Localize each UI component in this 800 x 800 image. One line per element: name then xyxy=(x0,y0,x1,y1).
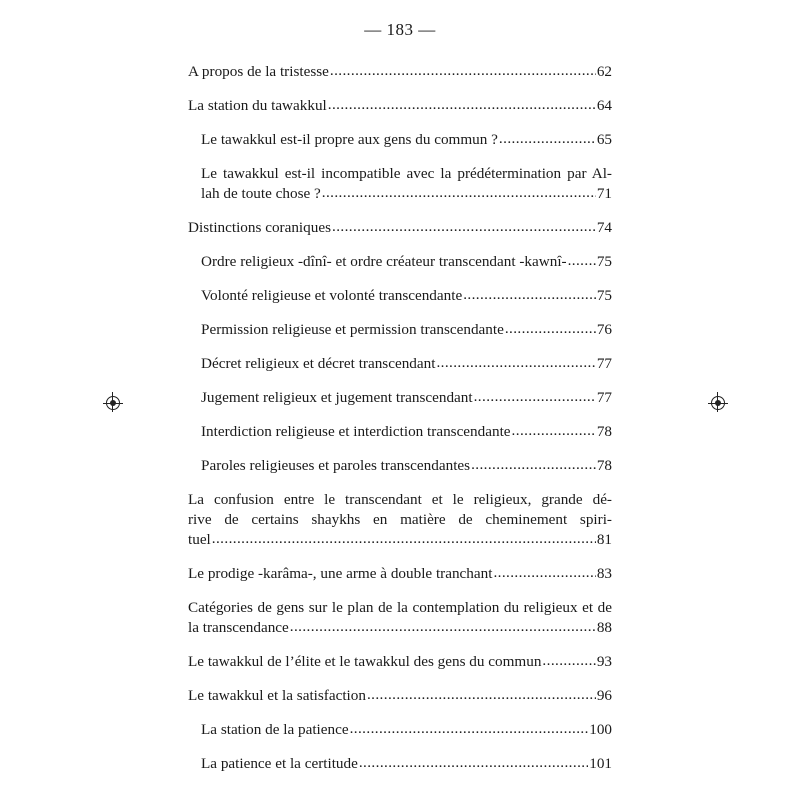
toc-entry xyxy=(188,62,612,82)
toc-entry-title: Le tawakkul de l’élite et le tawakkul des gens du commun xyxy=(188,653,542,670)
dot-leader xyxy=(330,61,596,81)
dot-leader xyxy=(332,217,596,237)
toc-entry xyxy=(188,490,612,550)
toc-entry-row xyxy=(201,130,612,150)
toc-entry-page-number: 81 xyxy=(596,531,612,548)
toc-entry-title-line: rive de certains shaykhs en matière de cheminement spiri- xyxy=(188,511,612,528)
toc-entry-title: Le tawakkul et la satisfaction xyxy=(188,687,366,704)
dot-leader xyxy=(471,455,596,475)
toc-entry-page-number: 78 xyxy=(596,423,612,440)
toc-entry-title: A propos de la tristesse xyxy=(188,63,329,80)
toc-entry-row xyxy=(188,218,612,238)
toc-entry-title: Volonté religieuse et volonté transcendante xyxy=(201,287,463,304)
toc-entry-page-number: 83 xyxy=(596,565,612,582)
toc-entry-title: La station du tawakkul xyxy=(188,97,327,114)
toc-entry-page-number: 100 xyxy=(589,721,612,738)
toc-entry xyxy=(188,686,612,706)
dot-leader xyxy=(436,353,595,373)
toc-entry-title: Le prodige -karâma-, une arme à double tranchant xyxy=(188,565,493,582)
toc-entry-row xyxy=(201,422,612,442)
toc-entry-page-number: 77 xyxy=(596,355,612,372)
toc-entry-title: Permission religieuse et permission transcendante xyxy=(201,321,504,338)
toc-entry-title: tuel xyxy=(188,531,211,548)
toc-entry xyxy=(188,720,612,740)
toc-entry xyxy=(188,320,612,340)
toc-entry xyxy=(188,652,612,672)
toc-entry-page-number: 71 xyxy=(596,185,612,202)
toc-entry xyxy=(188,598,612,638)
toc-entry-row xyxy=(188,652,612,672)
toc-entry-page-number: 62 xyxy=(596,63,612,80)
toc-entry-page-number: 101 xyxy=(589,755,612,772)
toc-entry xyxy=(188,388,612,408)
toc-entry-title: Ordre religieux -dînî- et ordre créateur transcendant -kawnî- xyxy=(201,253,567,270)
toc-entry-title-line: Catégories de gens sur le plan de la contemplation du religieux et de xyxy=(188,599,612,616)
registration-mark-left-icon xyxy=(106,396,120,410)
toc-entry-row xyxy=(201,354,612,374)
toc-entry-title: Le tawakkul est-il propre aux gens du commun ? xyxy=(201,131,498,148)
toc-entry-row xyxy=(188,686,612,706)
toc-entry-title: la transcendance xyxy=(188,619,289,636)
toc-entry xyxy=(188,456,612,476)
toc-entry-title: Décret religieux et décret transcendant xyxy=(201,355,436,372)
dot-leader xyxy=(493,563,595,583)
toc-entry-title: La patience et la certitude xyxy=(201,755,358,772)
toc-entry-page-number: 74 xyxy=(596,219,612,236)
toc-entry-row xyxy=(201,184,612,204)
toc-entry-title-line: Le tawakkul est-il incompatible avec la prédétermination par Al- xyxy=(201,165,612,182)
toc-entry-row xyxy=(201,388,612,408)
dot-leader xyxy=(512,421,596,441)
toc-entry-title: Interdiction religieuse et interdiction transcendante xyxy=(201,423,511,440)
toc-entry xyxy=(188,354,612,374)
toc-entry-title: Jugement religieux et jugement transcendant xyxy=(201,389,473,406)
toc-entry-row xyxy=(201,456,612,476)
toc-entry-row xyxy=(188,62,612,82)
toc-entry xyxy=(188,564,612,584)
toc-entry xyxy=(188,286,612,306)
toc-entry-page-number: 65 xyxy=(596,131,612,148)
toc-entry xyxy=(188,754,612,774)
toc-entry xyxy=(188,130,612,150)
dot-leader xyxy=(359,753,588,773)
toc-entry xyxy=(188,164,612,204)
toc-entry-row xyxy=(201,720,612,740)
dot-leader xyxy=(290,617,596,637)
toc-entry-title-line: La confusion entre le transcendant et le religieux, grande dé- xyxy=(188,491,612,508)
toc-entry-page-number: 78 xyxy=(596,457,612,474)
toc-entry-row xyxy=(188,618,612,638)
toc-entry-row xyxy=(188,530,612,550)
dot-leader xyxy=(499,129,596,149)
toc-entry-title: La station de la patience xyxy=(201,721,349,738)
toc-entry-row xyxy=(201,252,612,272)
toc-entry xyxy=(188,252,612,272)
toc-entry-page-number: 96 xyxy=(596,687,612,704)
toc-entry-page-number: 93 xyxy=(596,653,612,670)
toc-entry-page-number: 75 xyxy=(596,253,612,270)
toc-entry-title: lah de toute chose ? xyxy=(201,185,321,202)
toc-entry-title: Paroles religieuses et paroles transcendantes xyxy=(201,457,471,474)
table-of-contents xyxy=(188,62,612,788)
dot-leader xyxy=(367,685,596,705)
dot-leader xyxy=(474,387,596,407)
toc-entry-page-number: 88 xyxy=(596,619,612,636)
toc-entry-row xyxy=(188,564,612,584)
dot-leader xyxy=(328,95,596,115)
toc-entry xyxy=(188,422,612,442)
toc-entry-page-number: 64 xyxy=(596,97,612,114)
dot-leader xyxy=(505,319,596,339)
dot-leader xyxy=(212,529,596,549)
registration-mark-right-icon xyxy=(711,396,725,410)
dot-leader xyxy=(542,651,595,671)
dot-leader xyxy=(350,719,589,739)
page-number: — 183 — xyxy=(364,20,436,39)
toc-entry-page-number: 77 xyxy=(596,389,612,406)
toc-entry xyxy=(188,96,612,116)
dot-leader xyxy=(463,285,596,305)
toc-entry-row xyxy=(188,96,612,116)
toc-entry-title: Distinctions coraniques xyxy=(188,219,331,236)
dot-leader xyxy=(568,251,596,271)
toc-entry-row xyxy=(201,286,612,306)
dot-leader xyxy=(322,183,596,203)
toc-entry-row xyxy=(201,320,612,340)
toc-entry-page-number: 75 xyxy=(596,287,612,304)
toc-entry xyxy=(188,218,612,238)
toc-entry-row xyxy=(201,754,612,774)
toc-entry-page-number: 76 xyxy=(596,321,612,338)
